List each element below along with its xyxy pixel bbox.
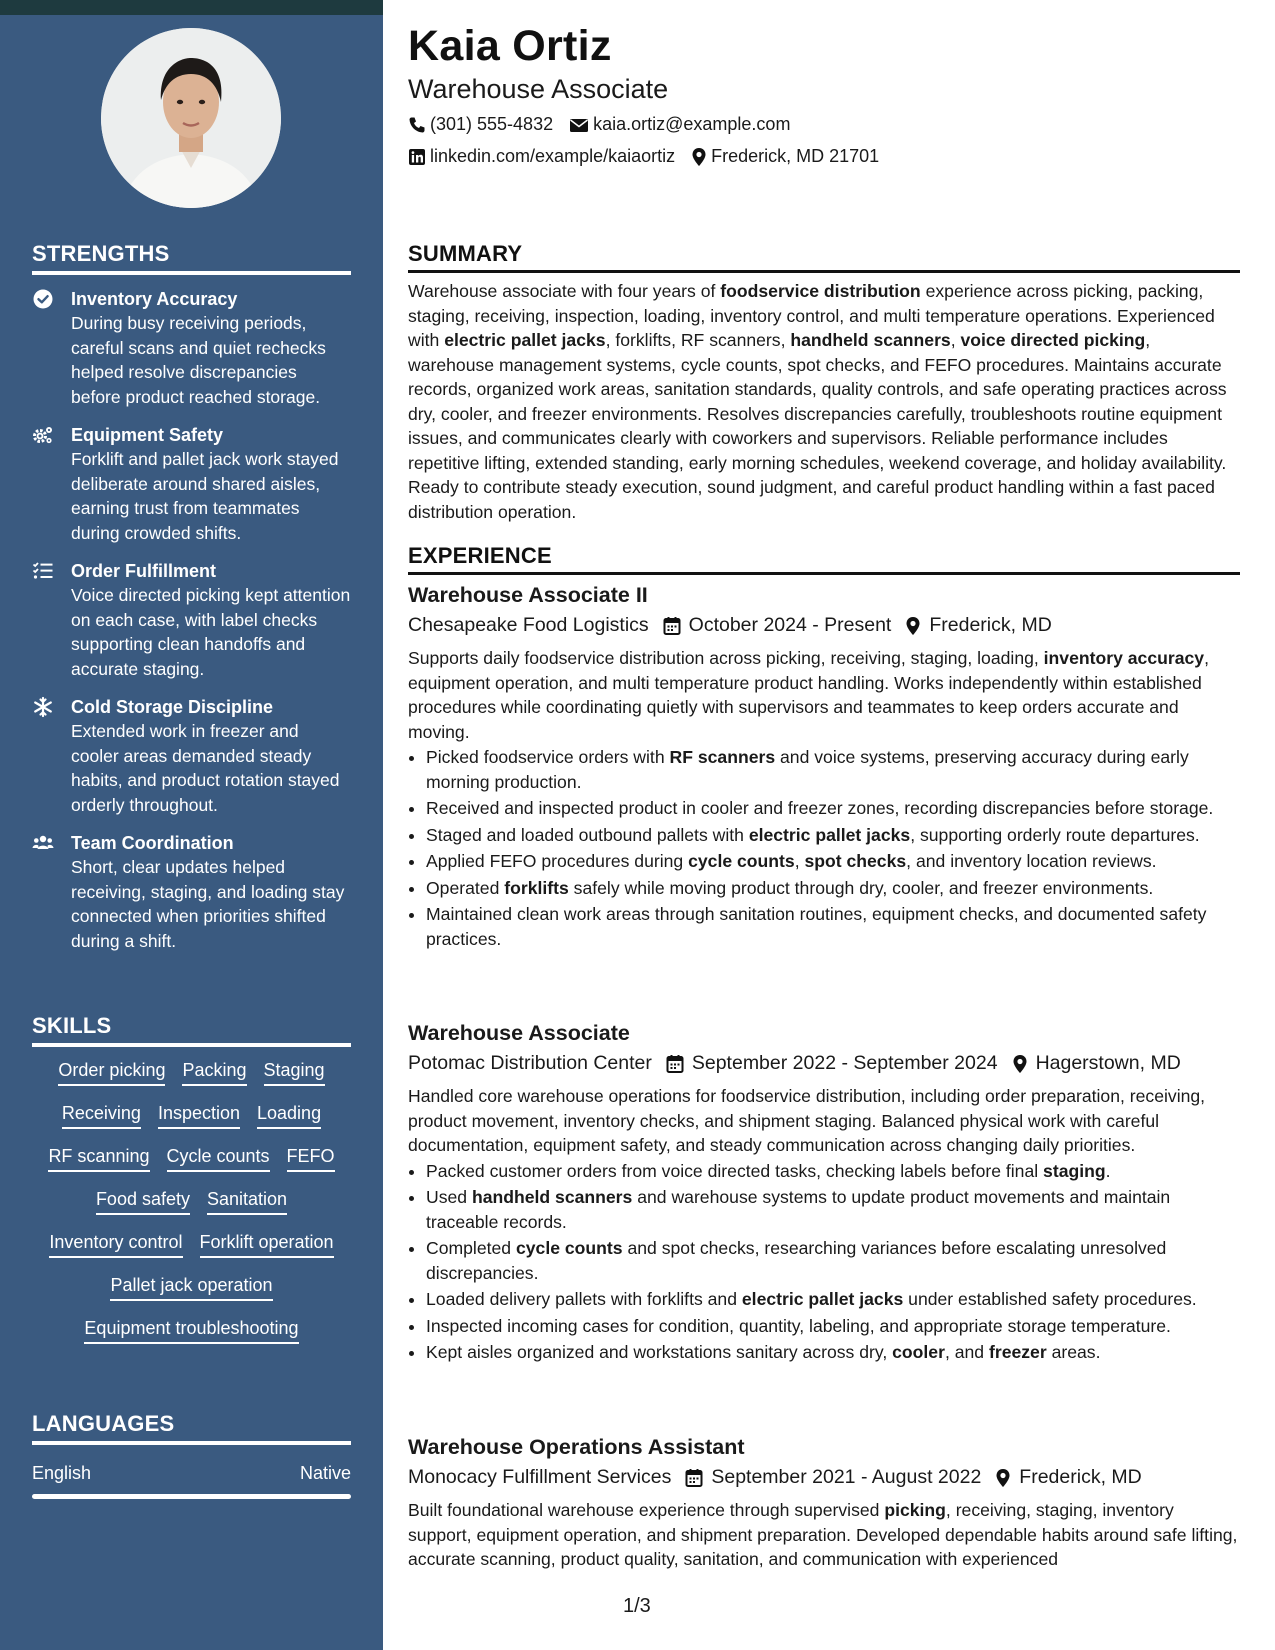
job-entry (408, 1021, 1240, 1367)
job-bullet-text: Received and inspected product in cooler and freezer zones, recording discrepancies before storage. (426, 798, 1214, 818)
linkedin-icon (408, 148, 426, 166)
skills-section (32, 1013, 351, 1344)
strength-text: Short, clear updates helped receiving, staging, and loading stay connected when priorities shifted during a shift. (71, 857, 345, 951)
phone-text: (301) 555-4832 (430, 114, 554, 134)
map-pin-icon (1012, 1054, 1028, 1074)
job-dates: September 2021 - August 2022 (711, 1466, 982, 1488)
skill-tag: Loading (257, 1100, 321, 1129)
strength-text: Voice directed picking kept attention on each case, with label checks supporting clean handoffs and accurate staging. (71, 585, 351, 679)
page-number: 1/3 (623, 1595, 651, 1617)
job-bullet (426, 876, 1240, 901)
map-pin-icon (995, 1468, 1011, 1488)
job-bullet-text: Packed customer orders from voice directed tasks, checking labels before final (426, 1160, 1044, 1181)
job-bullet-emphasis: freezer (988, 1342, 1047, 1362)
job-bullet-text: and voice systems, preserving accuracy during early morning production. (426, 747, 1189, 792)
phone-contact (408, 114, 553, 135)
job-description-emphasis: picking (884, 1500, 946, 1520)
job-bullet-text: Staged and loaded outbound pallets with (426, 824, 749, 845)
location-contact (691, 146, 879, 167)
job-bullets (408, 745, 1240, 951)
skill-tag: FEFO (287, 1143, 335, 1172)
strength-title: Order Fulfillment (71, 561, 217, 581)
job-dates: October 2024 - Present (688, 614, 892, 636)
summary-emphasis: handheld scanners (790, 330, 951, 350)
languages-heading: LANGUAGES (32, 1411, 351, 1445)
skills-list (32, 1057, 351, 1344)
job-description (408, 1498, 1240, 1572)
job-entry (408, 583, 1240, 953)
job-bullet (426, 1185, 1240, 1234)
skill-tag: Cycle counts (167, 1143, 270, 1172)
phone-icon (408, 116, 426, 134)
job-bullet-text: and warehouse systems to update product movements and maintain traceable records. (426, 1187, 1171, 1232)
check-circle-icon (32, 288, 54, 310)
job-bullet-text: , and inventory location reviews. (906, 851, 1157, 871)
strength-title: Equipment Safety (71, 425, 224, 445)
job-title: Warehouse Operations Assistant (408, 1435, 745, 1459)
summary-text: experience across picking, packing, staging, receiving, inspection, loading, inventory control, and multi temperature operations. Experienced with (408, 281, 1215, 350)
strength-item (32, 423, 351, 545)
linkedin-link[interactable]: linkedin.com/example/kaiaortiz (430, 146, 676, 166)
job-bullet-text: under established safety procedures. (903, 1289, 1197, 1309)
job-bullet-text: Loaded delivery pallets with forklifts and (426, 1289, 742, 1309)
job-meta (408, 1052, 1240, 1075)
summary-text: Warehouse associate with four years of (408, 281, 721, 301)
job-bullet-text: Operated (426, 877, 505, 898)
map-pin-icon (691, 147, 707, 167)
job-location: Hagerstown, MD (1035, 1052, 1181, 1074)
linkedin-contact[interactable] (408, 146, 675, 167)
job-title: Warehouse Associate II (408, 583, 648, 607)
skills-heading: SKILLS (32, 1013, 351, 1047)
job-bullet-emphasis: electric pallet jacks (748, 824, 911, 845)
candidate-title: Warehouse Associate (408, 74, 669, 104)
summary-text: , warehouse management systems, cycle counts, spot checks, and FEFO procedures. Maintains accurate records, organized work areas, sanitation standards, quality controls, and safe operating practices across dry, cooler, and freezer environments. Resolves discrepancies carefully, troubleshoots routine equipment issues, and communicates clearly with coworkers and supervisors. Reliable performance includes repetitive lifting, extended standing, early morning schedules, weekend coverage, and holiday availability. Ready to contribute steady execution, sound judgment, and careful product handling within a fast paced distribution operation. (408, 330, 1227, 522)
job-entry (408, 1435, 1240, 1572)
strength-item (32, 559, 351, 681)
skill-tag: Order picking (58, 1057, 165, 1086)
email-contact[interactable] (569, 114, 790, 135)
contact-row-2 (408, 146, 895, 167)
job-location: Frederick, MD (1019, 1466, 1142, 1488)
skill-tag: Staging (264, 1057, 325, 1086)
language-row (32, 1463, 351, 1484)
job-bullet-emphasis: cycle counts (688, 851, 795, 871)
job-bullet-text: Picked foodservice orders with (426, 747, 670, 767)
email-link[interactable]: kaia.ortiz@example.com (593, 114, 791, 134)
job-description (408, 646, 1240, 744)
strength-text: Forklift and pallet jack work stayed deliberate around shared aisles, earning trust from teammates during crowded shifts. (71, 449, 339, 543)
summary-text: , forklifts, RF scanners, (605, 330, 791, 350)
job-bullet-text: Kept aisles organized and workstations sanitary across dry, (426, 1342, 893, 1362)
strength-item (32, 287, 351, 409)
candidate-name: Kaia Ortiz (408, 22, 612, 70)
skill-tag: Packing (182, 1057, 246, 1086)
gears-icon (32, 424, 54, 446)
job-bullet-text: . (1105, 1160, 1111, 1181)
summary-text: , (950, 330, 961, 350)
job-bullet-text: and spot checks, researching variances before escalating unresolved discrepancies. (426, 1238, 1167, 1283)
job-bullet-emphasis: staging (1043, 1160, 1106, 1181)
job-bullet-text: , and (944, 1342, 989, 1362)
job-description-text: , receiving, staging, inventory support, equipment operation, and shipment preparation. Developed dependable habits around safe lifting, accurate scanning, product quality, sanitation, and communication with experienced (408, 1500, 1238, 1569)
job-bullet (426, 796, 1240, 821)
strength-title: Inventory Accuracy (71, 289, 238, 309)
job-bullet-emphasis: forklifts (504, 877, 569, 898)
job-bullet (426, 1159, 1240, 1184)
strengths-heading: STRENGTHS (32, 241, 351, 275)
strength-text: Extended work in freezer and cooler areas demanded steady habits, and product rotation stayed orderly throughout. (71, 721, 340, 815)
job-bullet (426, 1236, 1240, 1285)
skill-tag: Food safety (96, 1186, 190, 1215)
skill-tag: Inventory control (49, 1229, 182, 1258)
job-description (408, 1084, 1240, 1158)
job-company: Potomac Distribution Center (408, 1052, 652, 1074)
job-bullet-text: Applied FEFO procedures during (426, 851, 689, 871)
job-bullet-text: Used (426, 1187, 472, 1207)
skill-tag: Equipment troubleshooting (84, 1315, 298, 1344)
users-icon (32, 832, 54, 854)
job-bullet (426, 1314, 1240, 1339)
job-bullet (426, 745, 1240, 794)
list-check-icon (32, 560, 54, 582)
contact-row (408, 114, 806, 135)
strength-title: Team Coordination (71, 833, 234, 853)
job-bullet-text: Maintained clean work areas through sanitation routines, equipment checks, and documented safety practices. (426, 904, 1207, 949)
map-pin-icon (905, 616, 921, 636)
job-bullet (426, 1287, 1240, 1312)
job-bullet-text: areas. (1046, 1342, 1101, 1362)
calendar-icon (685, 1468, 703, 1488)
snowflake-icon (32, 696, 54, 718)
languages-section (32, 1411, 351, 1499)
job-dates: September 2022 - September 2024 (691, 1052, 998, 1074)
job-bullet-text: Inspected incoming cases for condition, quantity, labeling, and appropriate storage temperature. (426, 1315, 1171, 1336)
envelope-icon (569, 117, 589, 133)
job-description-text: Handled core warehouse operations for foodservice distribution, including order preparation, receiving, product movement, inventory checks, and shipment staging. Balanced physical work with careful documentation, equipment safety, and steady communication across changing daily priorities. (408, 1086, 1206, 1155)
job-bullet (426, 823, 1240, 848)
experience-heading: EXPERIENCE (408, 543, 1240, 575)
skill-tag: Sanitation (207, 1186, 287, 1215)
calendar-icon (666, 1054, 684, 1074)
summary-text (408, 279, 1240, 524)
summary-emphasis: foodservice distribution (720, 281, 921, 301)
strength-title: Cold Storage Discipline (71, 697, 274, 717)
language-proficiency-bar (32, 1494, 351, 1499)
strengths-section (32, 241, 351, 953)
job-bullet (426, 902, 1240, 951)
job-description-text: Supports daily foodservice distribution across picking, receiving, staging, loading, (408, 648, 1044, 668)
job-bullet-emphasis: cooler (892, 1342, 945, 1362)
language-name: English (32, 1463, 92, 1483)
sidebar-top-bar (0, 0, 383, 15)
job-bullet-text: , supporting orderly route departures. (910, 824, 1200, 845)
job-location: Frederick, MD (929, 614, 1052, 636)
job-bullet-emphasis: cycle counts (515, 1238, 623, 1258)
job-bullet (426, 1340, 1240, 1365)
strength-item (32, 831, 351, 953)
job-company: Chesapeake Food Logistics (408, 614, 649, 636)
job-meta (408, 614, 1240, 637)
summary-emphasis: electric pallet jacks (444, 330, 606, 350)
calendar-icon (663, 616, 681, 636)
skill-tag: Forklift operation (200, 1229, 334, 1258)
job-description-text: Built foundational warehouse experience through supervised (408, 1500, 885, 1520)
job-bullet-text: safely while moving product through dry, cooler, and freezer environments. (568, 877, 1154, 898)
summary-emphasis: voice directed picking (960, 330, 1146, 350)
job-bullet (426, 849, 1240, 874)
strength-item (32, 695, 351, 817)
strength-text: During busy receiving periods, careful scans and quiet rechecks helped resolve discrepancies before product reached storage. (71, 313, 326, 407)
job-description-text: , equipment operation, and multi temperature product handling. Works independently within established procedures while coordinating quietly with supervisors and teammates to keep orders accurate and moving. (408, 648, 1209, 742)
job-bullet-text: Completed (426, 1238, 516, 1258)
avatar (101, 28, 281, 208)
job-bullet-emphasis: handheld scanners (471, 1187, 633, 1207)
job-bullet-emphasis: spot checks (804, 851, 907, 871)
job-title: Warehouse Associate (408, 1021, 630, 1045)
experience-section (408, 543, 1240, 575)
skill-tag: Inspection (158, 1100, 240, 1129)
summary-heading: SUMMARY (408, 241, 1240, 273)
location-text: Frederick, MD 21701 (711, 146, 880, 166)
job-company: Monocacy Fulfillment Services (408, 1466, 672, 1488)
job-bullets (408, 1159, 1240, 1365)
summary-section (408, 241, 1240, 524)
sidebar (0, 0, 383, 1650)
language-level: Native (299, 1463, 351, 1483)
job-description-emphasis: inventory accuracy (1043, 648, 1205, 668)
job-meta (408, 1466, 1240, 1489)
skill-tag: Receiving (62, 1100, 141, 1129)
skill-tag: Pallet jack operation (110, 1272, 272, 1301)
job-bullet-emphasis: electric pallet jacks (741, 1289, 904, 1309)
skill-tag: RF scanning (48, 1143, 149, 1172)
job-bullet-emphasis: RF scanners (669, 747, 776, 767)
job-bullet-text: , (794, 851, 805, 871)
